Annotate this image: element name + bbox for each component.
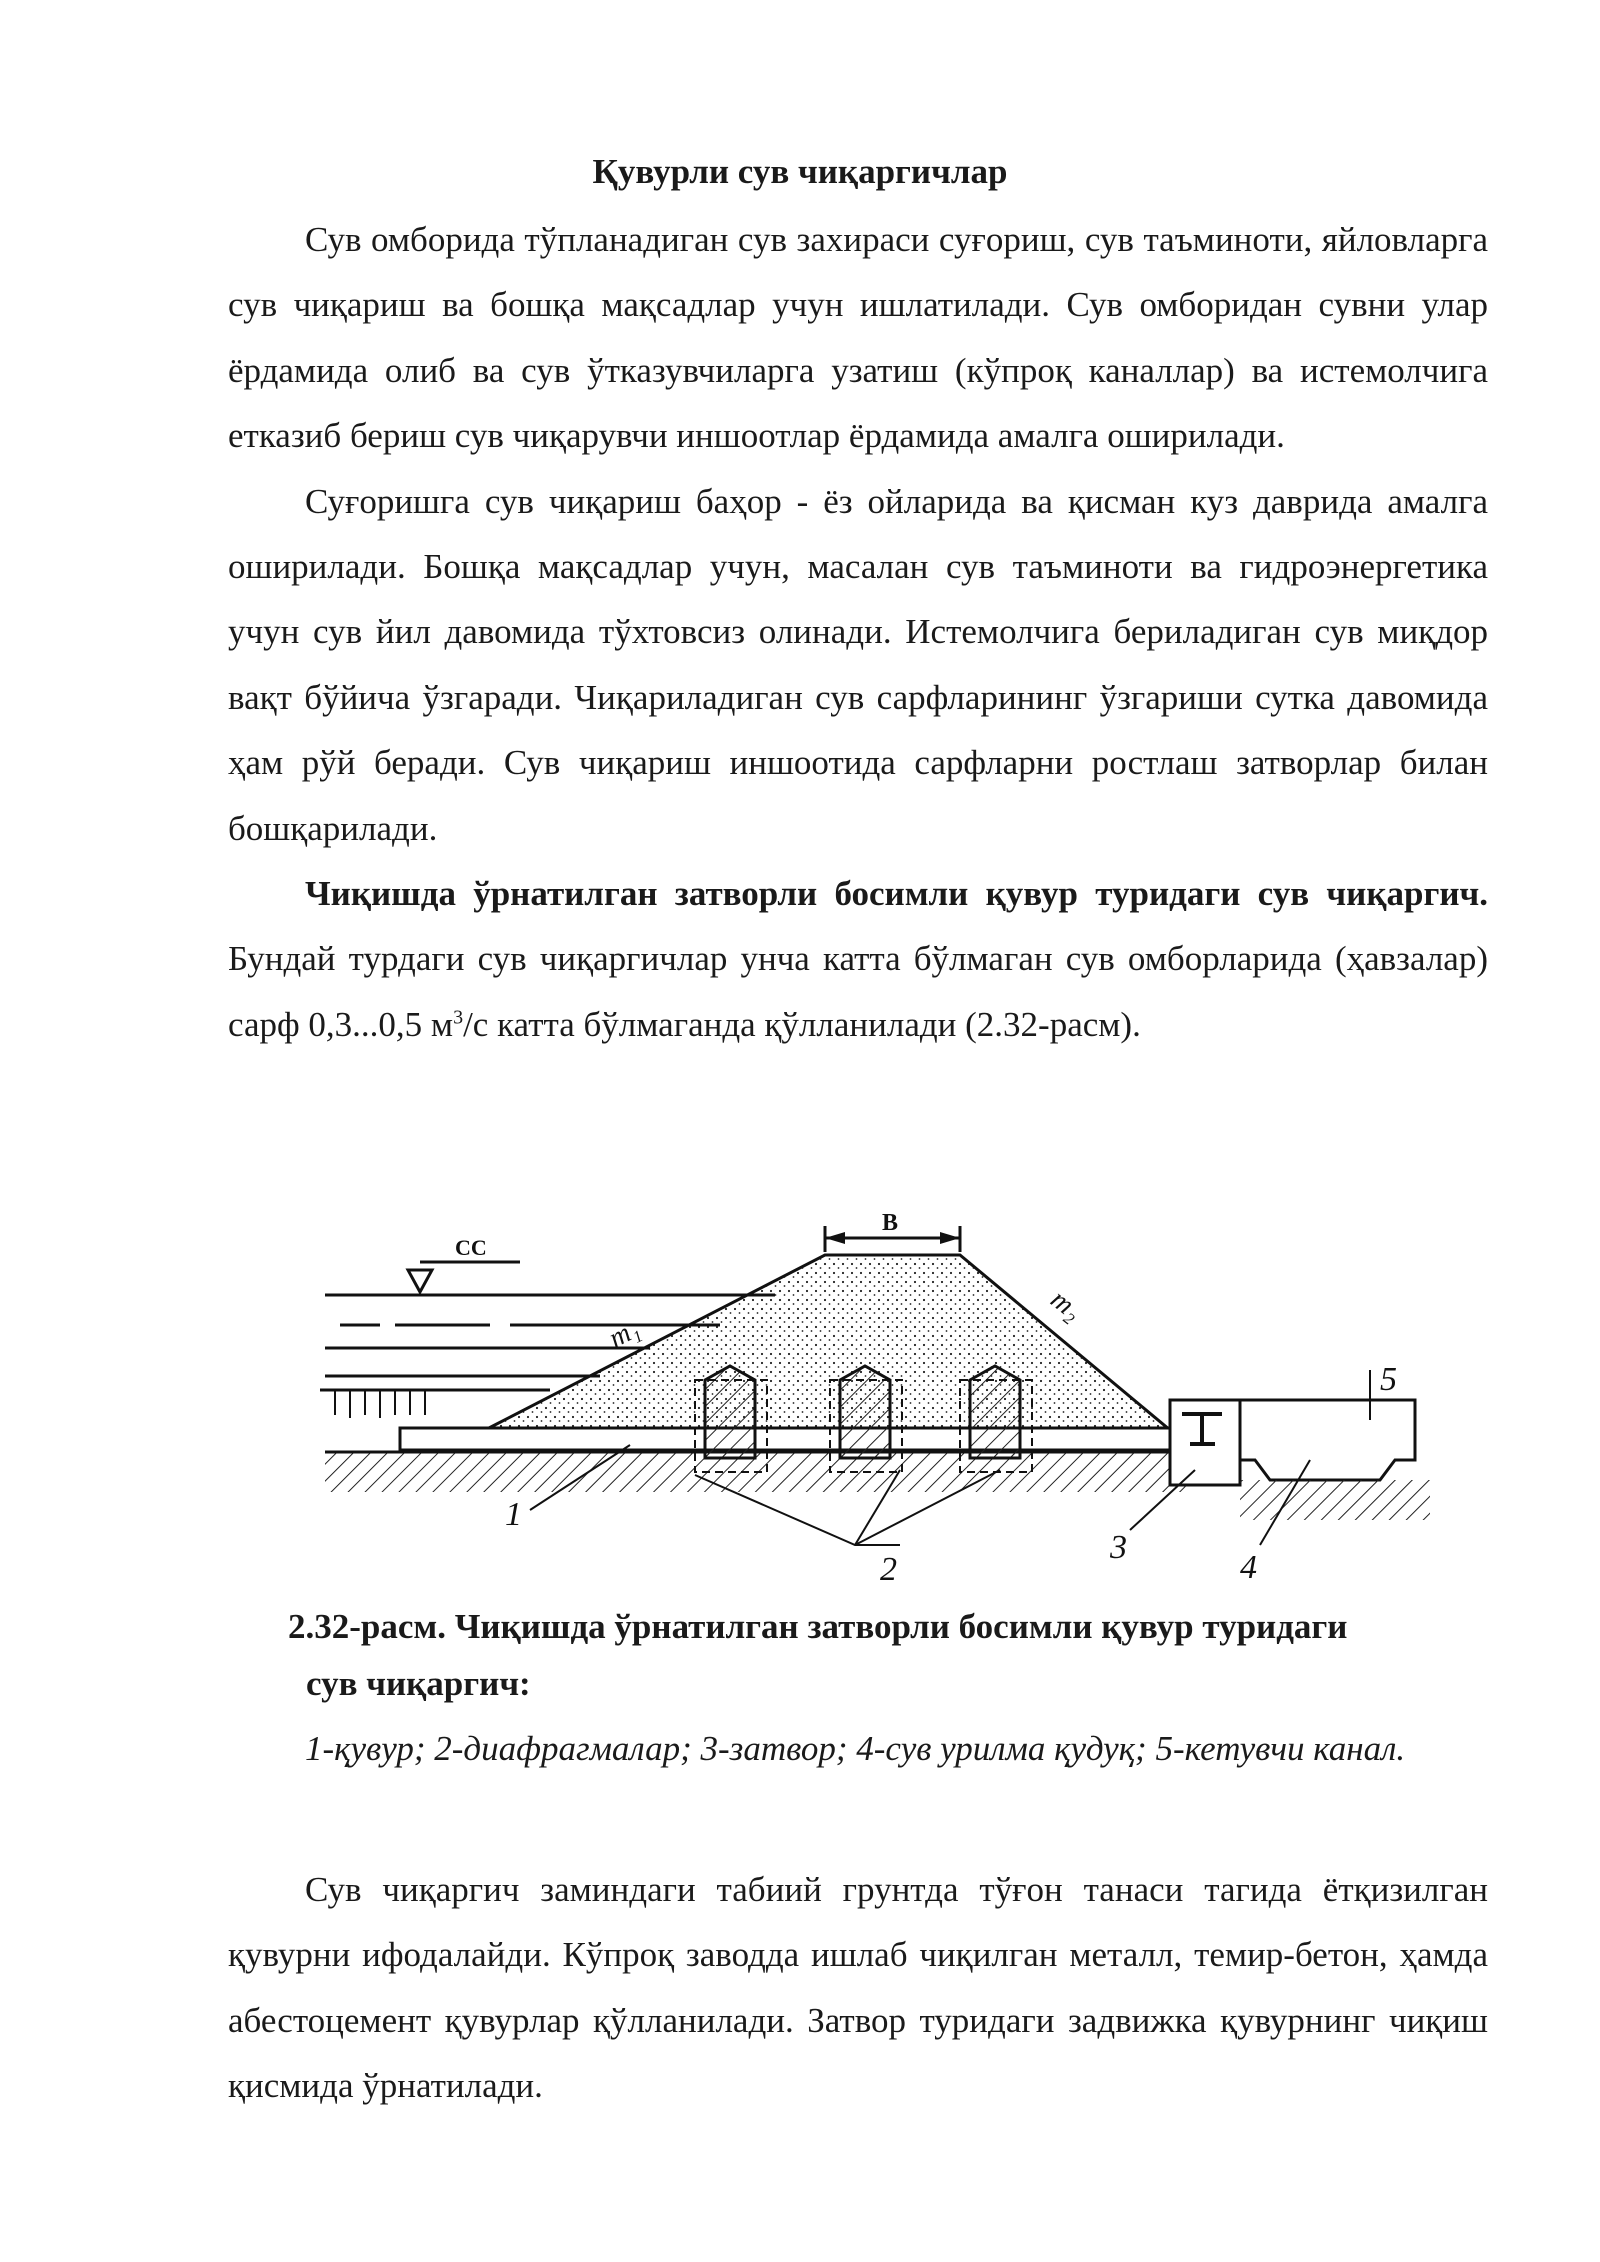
paragraph-3-text: Бундай турдаги сув чиқаргичлар унча катта бўлмаган сув омборларида (ҳавзалар) сарф 0,3...0,5 м	[228, 939, 1488, 1044]
paragraph-3	[228, 861, 1488, 1057]
svg-text:3: 3	[1110, 1529, 1127, 1566]
svg-text:4: 4	[1240, 1549, 1257, 1586]
paragraph-2: Суғоришга сув чиқариш баҳор - ёз ойларида ва қисман куз даврида амалга оширилади. Бошқа мақсадлар учун, масалан сув таъминоти ва гидроэнергетика учун сув йил давомида тўхтовсиз олинади. Истемолчига бериладиган сув миқдор вақт бўйича ўзгаради. Чиқариладиган сув сарфларининг ўзгариши сутка давомида ҳам рўй беради. Сув чиқариш иншоотида сарфларни ростлаш затворлар билан бошқарилади.	[228, 481, 1488, 848]
svg-text:2: 2	[880, 1551, 897, 1588]
paragraph-4: Сув чиқаргич заминдаги табиий грунтда тўғон танаси тагида ётқизилган қувурни ифодалайди. Кўпроқ заводда ишлаб чиқилган металл, темир-бетон, ҳамда абестоцемент қувурлар қўлланилади. Затвор туридаги задвижка қувурнинг чиқиш қисмида ўрнатилади.	[228, 1870, 1488, 2106]
paragraph-3-tail: /с катта бўлмаганда қўлланилади (2.32-расм).	[463, 1004, 1141, 1044]
body-text-bottom	[228, 1857, 1488, 2119]
paragraph-1: Сув омборида тўпланадиган сув захираси суғориш, сув таъминоти, яйловларга сув чиқариш ва бошқа мақсадлар учун ишлатилади. Сув омборидан сувни улар ёрдамида олиб ва сув ўтказувчиларга узатиш (кўпроқ каналлар) ва истемолчига етказиб бериш сув чиқарувчи иншоотлар ёрдамида амалга оширилади.	[228, 220, 1488, 456]
outlet-pipe	[400, 1428, 1190, 1450]
figure-caption	[288, 1598, 1478, 1712]
water-level-marker	[408, 1270, 432, 1292]
svg-text:m₁: m₁	[603, 1313, 645, 1355]
stilling-well	[1240, 1400, 1415, 1480]
water-level-label: СС	[455, 1235, 487, 1260]
figure-legend: 1-қувур; 2-диафрагмалар; 3-затвор; 4-сув урилма қудуқ; 5-кетувчи канал.	[305, 1729, 1406, 1768]
paragraph-3-heading: Чиқишда ўрнатилган затворли босимли қувур туридаги сув чиқаргич.	[305, 874, 1488, 914]
body-text-top	[228, 207, 1488, 1057]
page-title: Қувурли сув чиқаргичлар	[592, 152, 1008, 191]
dam-outlet-figure	[310, 1190, 1460, 1590]
figure-caption-line-2: сув чиқаргич:	[306, 1664, 531, 1703]
superscript-3: 3	[453, 1006, 464, 1029]
dam-body	[485, 1255, 1170, 1430]
dam-outlet-diagram	[310, 1190, 1460, 1590]
svg-text:1: 1	[505, 1496, 522, 1533]
figure-caption-line-1: 2.32-расм. Чиқишда ўрнатилган затворли босимли қувур туридаги	[288, 1607, 1348, 1646]
svg-text:5: 5	[1380, 1361, 1397, 1398]
svg-text:m₂: m₂	[1044, 1283, 1088, 1327]
crest-label: В	[882, 1210, 899, 1236]
